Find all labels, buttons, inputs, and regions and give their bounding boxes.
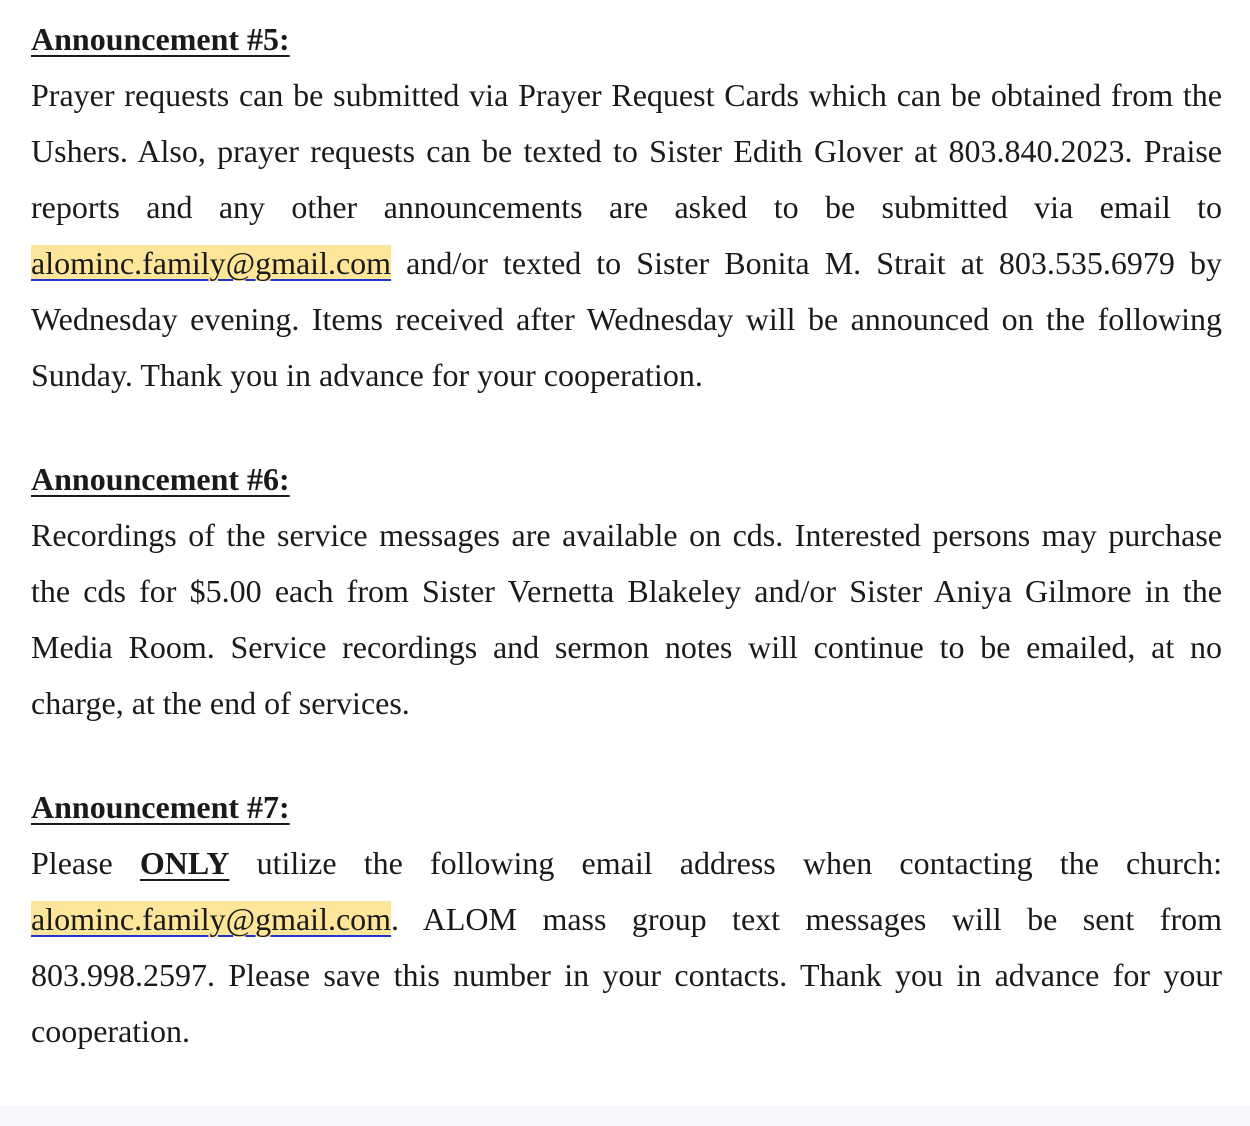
announcement-6-body: Recordings of the service messages are available on cds. Interested persons may purchase the cds for $5.00 each from Sister Vernetta Blakeley and/or Sister Aniya Gilmore in the Media Room. Service recordings and sermon notes will continue to be emailed, at no charge, at the end of services.	[31, 517, 1222, 721]
announcements-document	[31, 11, 1222, 1059]
email-link[interactable]: alominc.family@gmail.com	[31, 245, 392, 281]
announcement-5-text-after-email: and/or texted to Sister Bonita M. Strait at 803.535.6979 by Wednesday evening. Items received after Wednesday will be announced on the following Sunday. Thank you in advance for your cooperation.	[31, 245, 1222, 393]
announcement-5-text-before-email: Prayer requests can be submitted via Prayer Request Cards which can be obtained from the Ushers. Also, prayer requests can be texted to Sister Edith Glover at 803.840.2023. Praise reports and any other announcements are asked to be submitted via email to	[31, 77, 1222, 225]
announcement-6-heading: Announcement #6:	[31, 461, 290, 497]
announcement-7-text-after-email: . ALOM mass group text messages will be sent from 803.998.2597. Please save this number in your contacts. Thank you in advance for your cooperation.	[31, 901, 1222, 1049]
announcement-5-heading: Announcement #5:	[31, 21, 290, 57]
announcement-5-body	[31, 67, 1222, 403]
announcement-7-text-please: Please	[31, 845, 140, 881]
bottom-edge-shade	[0, 1106, 1250, 1126]
announcement-7-body	[31, 835, 1222, 1059]
announcement-5	[31, 11, 1222, 403]
email-link[interactable]: alominc.family@gmail.com	[31, 901, 392, 937]
only-emphasis: ONLY	[139, 845, 230, 881]
announcement-6	[31, 451, 1222, 731]
announcement-7	[31, 779, 1222, 1059]
announcement-7-text-before-email: utilize the following email address when contacting the church:	[229, 845, 1223, 881]
announcement-7-heading: Announcement #7:	[31, 789, 290, 825]
